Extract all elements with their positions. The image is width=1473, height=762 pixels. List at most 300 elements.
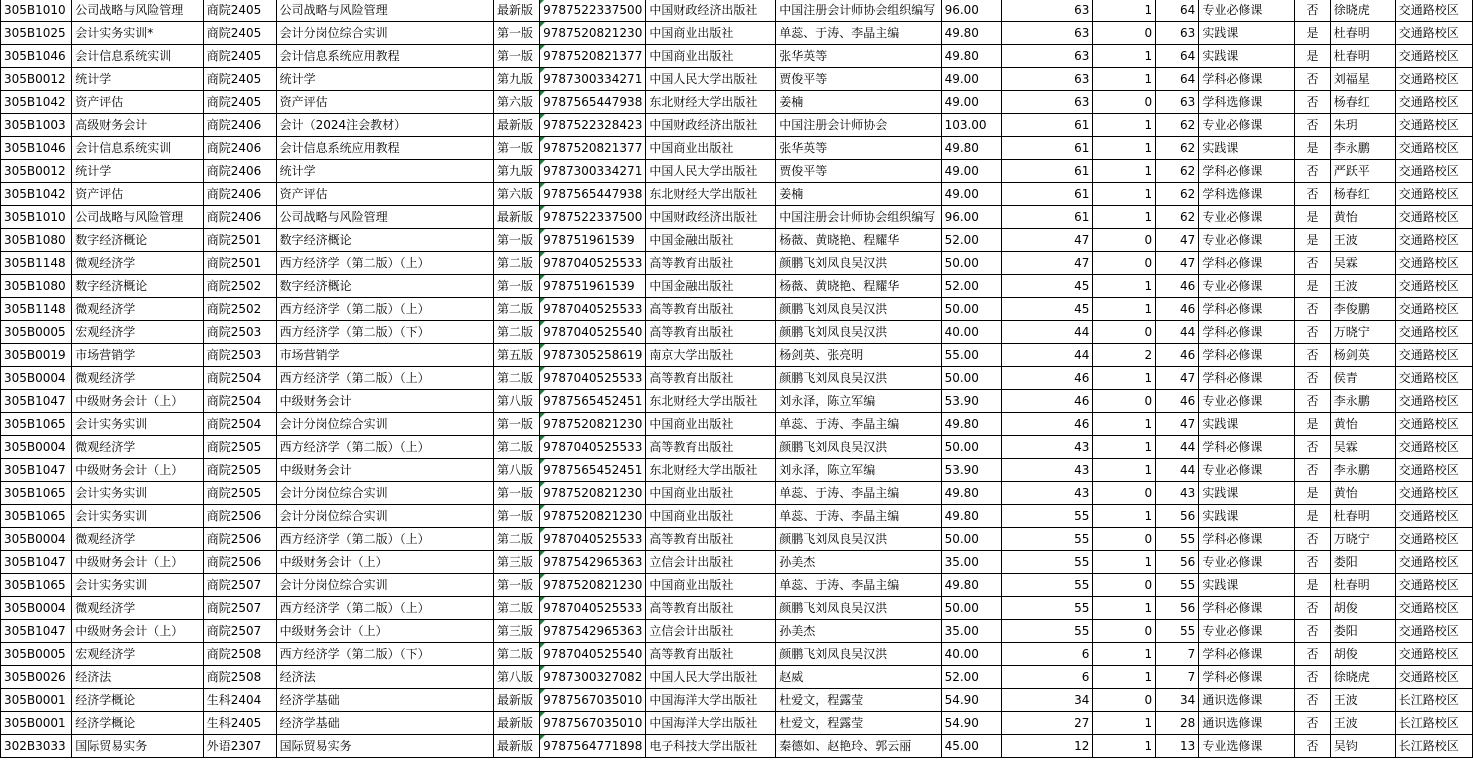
table-row[interactable] <box>1 574 1473 597</box>
edition-cell[interactable]: 第二版 <box>493 528 539 551</box>
campus-cell[interactable]: 交通路校区 <box>1395 597 1472 620</box>
campus-cell[interactable]: 交通路校区 <box>1395 206 1472 229</box>
price-cell[interactable]: 40.00 <box>941 643 1002 666</box>
edition-cell[interactable]: 第一版 <box>493 505 539 528</box>
author-cell[interactable]: 贾俊平等 <box>776 160 941 183</box>
instructor-cell[interactable]: 王波 <box>1330 229 1395 252</box>
flag-cell[interactable]: 否 <box>1295 712 1330 735</box>
table-row[interactable] <box>1 206 1473 229</box>
course-code-cell[interactable]: 305B1003 <box>1 114 72 137</box>
class-cell[interactable]: 生科2404 <box>203 689 276 712</box>
instructor-cell[interactable]: 王波 <box>1330 712 1395 735</box>
course-type-cell[interactable]: 专业必修课 <box>1199 551 1295 574</box>
instructor-cell[interactable]: 杨春红 <box>1330 183 1395 206</box>
author-cell[interactable]: 杜爱文，程露莹 <box>776 712 941 735</box>
teacher-copies-cell[interactable]: 1 <box>1093 206 1156 229</box>
student-count-cell[interactable]: 43 <box>1002 482 1093 505</box>
course-code-cell[interactable]: 305B1065 <box>1 574 72 597</box>
campus-cell[interactable]: 交通路校区 <box>1395 459 1472 482</box>
course-name-cell[interactable]: 微观经济学 <box>72 252 203 275</box>
instructor-cell[interactable]: 吴钧 <box>1330 735 1395 758</box>
publisher-cell[interactable]: 中国人民大学出版社 <box>646 666 776 689</box>
instructor-cell[interactable]: 胡俊 <box>1330 597 1395 620</box>
total-copies-cell[interactable]: 46 <box>1156 344 1199 367</box>
textbook-title-cell[interactable]: 经济法 <box>276 666 493 689</box>
price-cell[interactable]: 50.00 <box>941 436 1002 459</box>
class-cell[interactable]: 商院2405 <box>203 91 276 114</box>
course-type-cell[interactable]: 专业必修课 <box>1199 229 1295 252</box>
instructor-cell[interactable]: 杨春红 <box>1330 91 1395 114</box>
student-count-cell[interactable]: 27 <box>1002 712 1093 735</box>
course-code-cell[interactable]: 305B0012 <box>1 160 72 183</box>
teacher-copies-cell[interactable]: 0 <box>1093 689 1156 712</box>
table-row[interactable] <box>1 413 1473 436</box>
author-cell[interactable]: 刘永泽，陈立军编 <box>776 459 941 482</box>
class-cell[interactable]: 生科2405 <box>203 712 276 735</box>
instructor-cell[interactable]: 李俊鹏 <box>1330 298 1395 321</box>
table-row[interactable] <box>1 183 1473 206</box>
campus-cell[interactable]: 长江路校区 <box>1395 735 1472 758</box>
publisher-cell[interactable]: 高等教育出版社 <box>646 643 776 666</box>
isbn-cell[interactable]: 9787522328423 <box>540 114 646 137</box>
campus-cell[interactable]: 交通路校区 <box>1395 666 1472 689</box>
table-row[interactable] <box>1 482 1473 505</box>
teacher-copies-cell[interactable]: 1 <box>1093 436 1156 459</box>
class-cell[interactable]: 商院2405 <box>203 68 276 91</box>
course-name-cell[interactable]: 中级财务会计（上） <box>72 551 203 574</box>
table-row[interactable] <box>1 666 1473 689</box>
table-row[interactable] <box>1 390 1473 413</box>
publisher-cell[interactable]: 中国商业出版社 <box>646 137 776 160</box>
instructor-cell[interactable]: 杜春明 <box>1330 505 1395 528</box>
edition-cell[interactable]: 第九版 <box>493 68 539 91</box>
publisher-cell[interactable]: 中国商业出版社 <box>646 574 776 597</box>
edition-cell[interactable]: 第八版 <box>493 390 539 413</box>
teacher-copies-cell[interactable]: 0 <box>1093 252 1156 275</box>
course-code-cell[interactable]: 305B1042 <box>1 91 72 114</box>
total-copies-cell[interactable]: 55 <box>1156 620 1199 643</box>
course-type-cell[interactable]: 专业必修课 <box>1199 114 1295 137</box>
flag-cell[interactable]: 否 <box>1295 68 1330 91</box>
course-name-cell[interactable]: 公司战略与风险管理 <box>72 206 203 229</box>
student-count-cell[interactable]: 55 <box>1002 597 1093 620</box>
student-count-cell[interactable]: 46 <box>1002 367 1093 390</box>
flag-cell[interactable]: 否 <box>1295 597 1330 620</box>
course-code-cell[interactable]: 305B0026 <box>1 666 72 689</box>
author-cell[interactable]: 孙美杰 <box>776 551 941 574</box>
student-count-cell[interactable]: 55 <box>1002 505 1093 528</box>
author-cell[interactable]: 中国注册会计师协会 <box>776 114 941 137</box>
publisher-cell[interactable]: 中国财政经济出版社 <box>646 114 776 137</box>
table-row[interactable] <box>1 91 1473 114</box>
publisher-cell[interactable]: 高等教育出版社 <box>646 367 776 390</box>
price-cell[interactable]: 55.00 <box>941 344 1002 367</box>
student-count-cell[interactable]: 44 <box>1002 344 1093 367</box>
campus-cell[interactable]: 交通路校区 <box>1395 321 1472 344</box>
flag-cell[interactable]: 否 <box>1295 689 1330 712</box>
author-cell[interactable]: 杨剑英、张亮明 <box>776 344 941 367</box>
teacher-copies-cell[interactable]: 1 <box>1093 551 1156 574</box>
isbn-cell[interactable]: 9787040525533 <box>540 528 646 551</box>
publisher-cell[interactable]: 中国金融出版社 <box>646 229 776 252</box>
isbn-cell[interactable]: 9787040525533 <box>540 597 646 620</box>
student-count-cell[interactable]: 43 <box>1002 436 1093 459</box>
total-copies-cell[interactable]: 43 <box>1156 482 1199 505</box>
student-count-cell[interactable]: 45 <box>1002 275 1093 298</box>
student-count-cell[interactable]: 55 <box>1002 528 1093 551</box>
campus-cell[interactable]: 交通路校区 <box>1395 574 1472 597</box>
class-cell[interactable]: 商院2507 <box>203 574 276 597</box>
textbook-title-cell[interactable]: 市场营销学 <box>276 344 493 367</box>
author-cell[interactable]: 杨薇、黄晓艳、程耀华 <box>776 275 941 298</box>
price-cell[interactable]: 52.00 <box>941 666 1002 689</box>
author-cell[interactable]: 颜鹏飞刘凤良吴汉洪 <box>776 528 941 551</box>
instructor-cell[interactable]: 朱玥 <box>1330 114 1395 137</box>
total-copies-cell[interactable]: 47 <box>1156 229 1199 252</box>
textbook-title-cell[interactable]: 西方经济学（第二版）（上） <box>276 528 493 551</box>
edition-cell[interactable]: 第一版 <box>493 574 539 597</box>
total-copies-cell[interactable]: 55 <box>1156 528 1199 551</box>
class-cell[interactable]: 商院2505 <box>203 436 276 459</box>
class-cell[interactable]: 商院2503 <box>203 321 276 344</box>
instructor-cell[interactable]: 黄怡 <box>1330 482 1395 505</box>
instructor-cell[interactable]: 徐晓虎 <box>1330 0 1395 22</box>
author-cell[interactable]: 中国注册会计师协会组织编写 <box>776 0 941 22</box>
total-copies-cell[interactable]: 47 <box>1156 413 1199 436</box>
campus-cell[interactable]: 交通路校区 <box>1395 643 1472 666</box>
table-row[interactable] <box>1 252 1473 275</box>
teacher-copies-cell[interactable]: 1 <box>1093 68 1156 91</box>
total-copies-cell[interactable]: 63 <box>1156 22 1199 45</box>
teacher-copies-cell[interactable]: 1 <box>1093 275 1156 298</box>
price-cell[interactable]: 50.00 <box>941 367 1002 390</box>
isbn-cell[interactable]: 9787520821377 <box>540 137 646 160</box>
teacher-copies-cell[interactable]: 0 <box>1093 620 1156 643</box>
teacher-copies-cell[interactable]: 0 <box>1093 321 1156 344</box>
table-row[interactable] <box>1 160 1473 183</box>
textbook-title-cell[interactable]: 资产评估 <box>276 91 493 114</box>
table-row[interactable] <box>1 68 1473 91</box>
campus-cell[interactable]: 长江路校区 <box>1395 712 1472 735</box>
campus-cell[interactable]: 交通路校区 <box>1395 183 1472 206</box>
course-type-cell[interactable]: 实践课 <box>1199 505 1295 528</box>
total-copies-cell[interactable]: 56 <box>1156 597 1199 620</box>
author-cell[interactable]: 贾俊平等 <box>776 68 941 91</box>
course-type-cell[interactable]: 学科必修课 <box>1199 160 1295 183</box>
instructor-cell[interactable]: 万晓宁 <box>1330 528 1395 551</box>
textbook-title-cell[interactable]: 会计（2024注会教材） <box>276 114 493 137</box>
table-row[interactable] <box>1 344 1473 367</box>
publisher-cell[interactable]: 高等教育出版社 <box>646 298 776 321</box>
student-count-cell[interactable]: 61 <box>1002 137 1093 160</box>
course-code-cell[interactable]: 305B1046 <box>1 45 72 68</box>
isbn-cell[interactable]: 9787300334271 <box>540 160 646 183</box>
course-code-cell[interactable]: 305B1047 <box>1 551 72 574</box>
isbn-cell[interactable]: 9787565447938 <box>540 91 646 114</box>
student-count-cell[interactable]: 46 <box>1002 390 1093 413</box>
campus-cell[interactable]: 长江路校区 <box>1395 689 1472 712</box>
teacher-copies-cell[interactable]: 1 <box>1093 413 1156 436</box>
table-row[interactable] <box>1 114 1473 137</box>
textbook-title-cell[interactable]: 数字经济概论 <box>276 275 493 298</box>
edition-cell[interactable]: 第六版 <box>493 183 539 206</box>
instructor-cell[interactable]: 李永鹏 <box>1330 390 1395 413</box>
table-row[interactable] <box>1 643 1473 666</box>
class-cell[interactable]: 商院2501 <box>203 229 276 252</box>
price-cell[interactable]: 52.00 <box>941 275 1002 298</box>
student-count-cell[interactable]: 55 <box>1002 574 1093 597</box>
total-copies-cell[interactable]: 56 <box>1156 505 1199 528</box>
flag-cell[interactable]: 否 <box>1295 160 1330 183</box>
instructor-cell[interactable]: 吴霖 <box>1330 252 1395 275</box>
course-name-cell[interactable]: 微观经济学 <box>72 367 203 390</box>
price-cell[interactable]: 49.80 <box>941 22 1002 45</box>
campus-cell[interactable]: 交通路校区 <box>1395 413 1472 436</box>
class-cell[interactable]: 商院2406 <box>203 137 276 160</box>
author-cell[interactable]: 姜楠 <box>776 91 941 114</box>
course-name-cell[interactable]: 数字经济概论 <box>72 229 203 252</box>
flag-cell[interactable]: 是 <box>1295 206 1330 229</box>
textbook-title-cell[interactable]: 经济学基础 <box>276 712 493 735</box>
teacher-copies-cell[interactable]: 0 <box>1093 229 1156 252</box>
student-count-cell[interactable]: 63 <box>1002 22 1093 45</box>
isbn-cell[interactable]: 9787300334271 <box>540 68 646 91</box>
instructor-cell[interactable]: 徐晓虎 <box>1330 666 1395 689</box>
edition-cell[interactable]: 最新版 <box>493 0 539 22</box>
isbn-cell[interactable]: 9787520821230 <box>540 413 646 436</box>
price-cell[interactable]: 49.80 <box>941 505 1002 528</box>
course-type-cell[interactable]: 学科必修课 <box>1199 436 1295 459</box>
course-name-cell[interactable]: 资产评估 <box>72 183 203 206</box>
total-copies-cell[interactable]: 55 <box>1156 574 1199 597</box>
flag-cell[interactable]: 否 <box>1295 321 1330 344</box>
isbn-cell[interactable]: 9787522337500 <box>540 206 646 229</box>
class-cell[interactable]: 商院2406 <box>203 206 276 229</box>
course-code-cell[interactable]: 305B0012 <box>1 68 72 91</box>
total-copies-cell[interactable]: 46 <box>1156 390 1199 413</box>
textbook-title-cell[interactable]: 会计分岗位综合实训 <box>276 22 493 45</box>
flag-cell[interactable]: 是 <box>1295 275 1330 298</box>
flag-cell[interactable]: 否 <box>1295 735 1330 758</box>
class-cell[interactable]: 商院2503 <box>203 344 276 367</box>
isbn-cell[interactable]: 9787542965363 <box>540 620 646 643</box>
isbn-cell[interactable]: 9787520821377 <box>540 45 646 68</box>
course-type-cell[interactable]: 实践课 <box>1199 574 1295 597</box>
isbn-cell[interactable]: 9787565447938 <box>540 183 646 206</box>
textbook-title-cell[interactable]: 会计分岗位综合实训 <box>276 413 493 436</box>
instructor-cell[interactable]: 李永鹏 <box>1330 459 1395 482</box>
edition-cell[interactable]: 第二版 <box>493 436 539 459</box>
author-cell[interactable]: 单蕊、于涛、李晶主编 <box>776 505 941 528</box>
course-type-cell[interactable]: 实践课 <box>1199 482 1295 505</box>
campus-cell[interactable]: 交通路校区 <box>1395 0 1472 22</box>
student-count-cell[interactable]: 6 <box>1002 666 1093 689</box>
author-cell[interactable]: 颜鹏飞刘凤良吴汉洪 <box>776 321 941 344</box>
price-cell[interactable]: 49.80 <box>941 137 1002 160</box>
table-row[interactable] <box>1 505 1473 528</box>
publisher-cell[interactable]: 中国商业出版社 <box>646 413 776 436</box>
class-cell[interactable]: 商院2502 <box>203 275 276 298</box>
isbn-cell[interactable]: 9787565452451 <box>540 390 646 413</box>
class-cell[interactable]: 商院2505 <box>203 482 276 505</box>
flag-cell[interactable]: 否 <box>1295 528 1330 551</box>
campus-cell[interactable]: 交通路校区 <box>1395 367 1472 390</box>
campus-cell[interactable]: 交通路校区 <box>1395 275 1472 298</box>
course-name-cell[interactable]: 市场营销学 <box>72 344 203 367</box>
edition-cell[interactable]: 第八版 <box>493 666 539 689</box>
total-copies-cell[interactable]: 64 <box>1156 45 1199 68</box>
author-cell[interactable]: 颜鹏飞刘凤良吴汉洪 <box>776 298 941 321</box>
textbook-title-cell[interactable]: 会计信息系统应用教程 <box>276 45 493 68</box>
author-cell[interactable]: 孙美杰 <box>776 620 941 643</box>
publisher-cell[interactable]: 电子科技大学出版社 <box>646 735 776 758</box>
course-name-cell[interactable]: 微观经济学 <box>72 298 203 321</box>
price-cell[interactable]: 50.00 <box>941 298 1002 321</box>
course-name-cell[interactable]: 会计实务实训 <box>72 482 203 505</box>
textbook-title-cell[interactable]: 中级财务会计（上） <box>276 551 493 574</box>
course-code-cell[interactable]: 305B1010 <box>1 206 72 229</box>
campus-cell[interactable]: 交通路校区 <box>1395 390 1472 413</box>
author-cell[interactable]: 单蕊、于涛、李晶主编 <box>776 482 941 505</box>
campus-cell[interactable]: 交通路校区 <box>1395 551 1472 574</box>
price-cell[interactable]: 54.90 <box>941 712 1002 735</box>
campus-cell[interactable]: 交通路校区 <box>1395 344 1472 367</box>
class-cell[interactable]: 商院2507 <box>203 620 276 643</box>
course-type-cell[interactable]: 通识选修课 <box>1199 712 1295 735</box>
edition-cell[interactable]: 最新版 <box>493 735 539 758</box>
student-count-cell[interactable]: 43 <box>1002 459 1093 482</box>
class-cell[interactable]: 商院2505 <box>203 459 276 482</box>
course-code-cell[interactable]: 305B0004 <box>1 436 72 459</box>
price-cell[interactable]: 53.90 <box>941 459 1002 482</box>
total-copies-cell[interactable]: 56 <box>1156 551 1199 574</box>
publisher-cell[interactable]: 立信会计出版社 <box>646 620 776 643</box>
flag-cell[interactable]: 否 <box>1295 643 1330 666</box>
total-copies-cell[interactable]: 7 <box>1156 666 1199 689</box>
course-code-cell[interactable]: 305B0004 <box>1 528 72 551</box>
class-cell[interactable]: 商院2506 <box>203 528 276 551</box>
course-name-cell[interactable]: 资产评估 <box>72 91 203 114</box>
class-cell[interactable]: 商院2504 <box>203 413 276 436</box>
total-copies-cell[interactable]: 47 <box>1156 367 1199 390</box>
instructor-cell[interactable]: 杜春明 <box>1330 45 1395 68</box>
course-type-cell[interactable]: 实践课 <box>1199 45 1295 68</box>
course-name-cell[interactable]: 经济学概论 <box>72 712 203 735</box>
total-copies-cell[interactable]: 62 <box>1156 114 1199 137</box>
course-code-cell[interactable]: 305B1080 <box>1 275 72 298</box>
table-row[interactable] <box>1 367 1473 390</box>
isbn-cell[interactable]: 978751961539 <box>540 275 646 298</box>
author-cell[interactable]: 单蕊、于涛、李晶主编 <box>776 413 941 436</box>
class-cell[interactable]: 商院2502 <box>203 298 276 321</box>
course-type-cell[interactable]: 学科必修课 <box>1199 597 1295 620</box>
isbn-cell[interactable]: 978751961539 <box>540 229 646 252</box>
teacher-copies-cell[interactable]: 1 <box>1093 459 1156 482</box>
price-cell[interactable]: 54.90 <box>941 689 1002 712</box>
edition-cell[interactable]: 第一版 <box>493 22 539 45</box>
instructor-cell[interactable]: 王波 <box>1330 275 1395 298</box>
course-name-cell[interactable]: 宏观经济学 <box>72 321 203 344</box>
course-type-cell[interactable]: 学科必修课 <box>1199 666 1295 689</box>
student-count-cell[interactable]: 45 <box>1002 298 1093 321</box>
course-code-cell[interactable]: 305B0004 <box>1 367 72 390</box>
publisher-cell[interactable]: 高等教育出版社 <box>646 597 776 620</box>
isbn-cell[interactable]: 9787564771898 <box>540 735 646 758</box>
instructor-cell[interactable]: 杨剑英 <box>1330 344 1395 367</box>
course-type-cell[interactable]: 实践课 <box>1199 137 1295 160</box>
class-cell[interactable]: 商院2508 <box>203 666 276 689</box>
textbook-title-cell[interactable]: 西方经济学（第二版）（下） <box>276 643 493 666</box>
textbook-title-cell[interactable]: 中级财务会计（上） <box>276 620 493 643</box>
campus-cell[interactable]: 交通路校区 <box>1395 298 1472 321</box>
flag-cell[interactable]: 是 <box>1295 505 1330 528</box>
course-name-cell[interactable]: 国际贸易实务 <box>72 735 203 758</box>
author-cell[interactable]: 颜鹏飞刘凤良吴汉洪 <box>776 597 941 620</box>
author-cell[interactable]: 颜鹏飞刘凤良吴汉洪 <box>776 643 941 666</box>
publisher-cell[interactable]: 中国海洋大学出版社 <box>646 689 776 712</box>
course-code-cell[interactable]: 305B1047 <box>1 390 72 413</box>
instructor-cell[interactable]: 黄怡 <box>1330 206 1395 229</box>
table-row[interactable] <box>1 712 1473 735</box>
course-name-cell[interactable]: 会计信息系统实训 <box>72 45 203 68</box>
student-count-cell[interactable]: 44 <box>1002 321 1093 344</box>
total-copies-cell[interactable]: 64 <box>1156 68 1199 91</box>
instructor-cell[interactable]: 侯青 <box>1330 367 1395 390</box>
edition-cell[interactable]: 第一版 <box>493 229 539 252</box>
course-code-cell[interactable]: 305B0005 <box>1 321 72 344</box>
course-name-cell[interactable]: 微观经济学 <box>72 597 203 620</box>
teacher-copies-cell[interactable]: 2 <box>1093 344 1156 367</box>
total-copies-cell[interactable]: 46 <box>1156 275 1199 298</box>
course-code-cell[interactable]: 305B0004 <box>1 597 72 620</box>
textbook-title-cell[interactable]: 西方经济学（第二版）（下） <box>276 321 493 344</box>
table-row[interactable] <box>1 551 1473 574</box>
isbn-cell[interactable]: 9787300327082 <box>540 666 646 689</box>
isbn-cell[interactable]: 9787040525533 <box>540 367 646 390</box>
total-copies-cell[interactable]: 62 <box>1156 183 1199 206</box>
flag-cell[interactable]: 否 <box>1295 252 1330 275</box>
total-copies-cell[interactable]: 13 <box>1156 735 1199 758</box>
textbook-title-cell[interactable]: 会计分岗位综合实训 <box>276 505 493 528</box>
course-code-cell[interactable]: 305B1010 <box>1 0 72 22</box>
publisher-cell[interactable]: 中国财政经济出版社 <box>646 206 776 229</box>
isbn-cell[interactable]: 9787305258619 <box>540 344 646 367</box>
price-cell[interactable]: 53.90 <box>941 390 1002 413</box>
flag-cell[interactable]: 是 <box>1295 229 1330 252</box>
class-cell[interactable]: 商院2506 <box>203 551 276 574</box>
teacher-copies-cell[interactable]: 1 <box>1093 114 1156 137</box>
publisher-cell[interactable]: 中国商业出版社 <box>646 482 776 505</box>
campus-cell[interactable]: 交通路校区 <box>1395 229 1472 252</box>
table-row[interactable] <box>1 275 1473 298</box>
price-cell[interactable]: 45.00 <box>941 735 1002 758</box>
course-code-cell[interactable]: 305B1025 <box>1 22 72 45</box>
course-name-cell[interactable]: 统计学 <box>72 160 203 183</box>
edition-cell[interactable]: 第二版 <box>493 643 539 666</box>
total-copies-cell[interactable]: 63 <box>1156 91 1199 114</box>
edition-cell[interactable]: 最新版 <box>493 689 539 712</box>
isbn-cell[interactable]: 9787567035010 <box>540 689 646 712</box>
course-type-cell[interactable]: 学科必修课 <box>1199 298 1295 321</box>
isbn-cell[interactable]: 9787567035010 <box>540 712 646 735</box>
publisher-cell[interactable]: 高等教育出版社 <box>646 252 776 275</box>
instructor-cell[interactable]: 娄阳 <box>1330 551 1395 574</box>
table-row[interactable] <box>1 229 1473 252</box>
textbook-title-cell[interactable]: 统计学 <box>276 68 493 91</box>
flag-cell[interactable]: 是 <box>1295 45 1330 68</box>
teacher-copies-cell[interactable]: 1 <box>1093 712 1156 735</box>
campus-cell[interactable]: 交通路校区 <box>1395 68 1472 91</box>
